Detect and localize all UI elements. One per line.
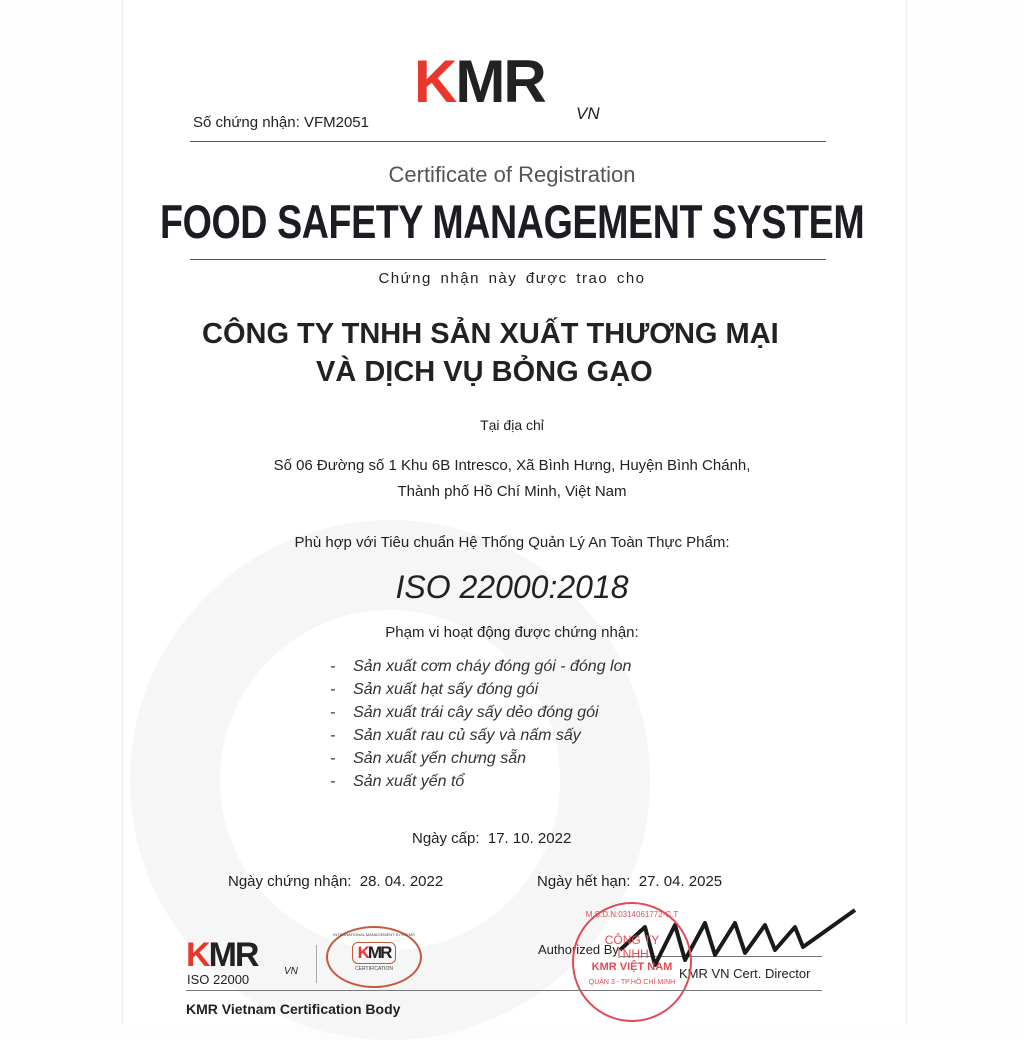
expiry-date: Ngày hết hạn: 27. 04. 2025	[537, 873, 723, 890]
logo-suffix: VN	[576, 104, 600, 123]
address-line2: Thành phố Hồ Chí Minh, Việt Nam	[397, 483, 627, 500]
badge-bottom-text: CERTIFICATION	[355, 966, 393, 972]
stamp-bottom-text: QUẬN 3 - TP.HỒ CHÍ MINH	[588, 979, 676, 986]
company-stamp	[572, 902, 692, 1022]
divider	[190, 141, 826, 142]
company-name-line1: CÔNG TY TNHH SẢN XUẤT THƯƠNG MẠI	[202, 318, 779, 350]
list-item: - Sản xuất cơm cháy đóng gói - đóng lon	[330, 658, 632, 675]
standard-label: Phù hợp với Tiêu chuẩn Hệ Thống Quản Lý An Toàn Thực Phẩm:	[294, 534, 730, 551]
company-name-line2: VÀ DỊCH VỤ BỎNG GẠO	[316, 356, 653, 388]
stamp-text: CÔNG TY	[604, 933, 660, 947]
kmr-footer-logo: KMR	[186, 936, 258, 974]
title-text: FOOD SAFETY MANAGEMENT SYSTEM	[159, 195, 865, 248]
footer-iso: ISO 22000	[187, 972, 250, 987]
footer-divider	[186, 990, 822, 991]
scope-text: Sản xuất trái cây sấy dẻo đóng gói	[353, 704, 599, 721]
stamp-text: TNHH	[615, 947, 649, 961]
address-line1: Số 06 Đường số 1 Khu 6B Intresco, Xã Bình Hưng, Huyện Bình Chánh,	[273, 457, 751, 474]
certification-badge	[326, 926, 422, 988]
director-title: KMR VN Cert. Director	[679, 966, 811, 981]
list-item: - Sản xuất hạt sấy đóng gói	[330, 681, 539, 698]
certificate-subtitle: Certificate of Registration	[388, 162, 636, 187]
list-item: - Sản xuất yến tổ	[330, 773, 465, 790]
issue-date: Ngày cấp: 17. 10. 2022	[412, 830, 572, 847]
scope-text: Sản xuất cơm cháy đóng gói - đóng lon	[353, 658, 632, 675]
awarded-to: Chứng nhận này được trao cho	[378, 270, 646, 287]
list-item: - Sản xuất trái cây sấy dẻo đóng gói	[330, 704, 599, 721]
badge-top-text: INTERNATIONAL MANAGEMENT SYSTEMS	[333, 932, 415, 937]
stamp-top-text: M.S.D.N:0314061772-C.T	[585, 910, 679, 919]
scope-text: Sản xuất hạt sấy đóng gói	[353, 681, 539, 698]
authorized-by: Authorized By	[538, 942, 619, 957]
stamp-text: KMR VIỆT NAM	[591, 961, 673, 973]
certificate-title	[0, 194, 1024, 249]
list-item: - Sản xuất yến chưng sẵn	[330, 750, 527, 767]
scope-text: Sản xuất rau củ sấy và nấm sấy	[353, 727, 581, 744]
certification-body: KMR Vietnam Certification Body	[186, 1001, 401, 1017]
list-item: - Sản xuất rau củ sấy và nấm sấy	[330, 727, 581, 744]
certified-date: Ngày chứng nhận: 28. 04. 2022	[228, 873, 444, 890]
scope-label: Phạm vi hoạt động được chứng nhận:	[385, 624, 639, 641]
scope-text: Sản xuất yến tổ	[353, 773, 465, 790]
kmr-logo: KMR	[414, 48, 545, 115]
badge-logo: KMR	[352, 942, 397, 964]
certificate-number: Số chứng nhận: VFM2051	[193, 114, 369, 131]
divider	[190, 259, 826, 260]
scope-text: Sản xuất yến chưng sẵn	[353, 750, 527, 767]
footer-logo-suffix: VN	[284, 966, 298, 977]
address-label: Tại địa chỉ	[480, 417, 544, 433]
footer-separator	[316, 945, 317, 983]
standard: ISO 22000:2018	[395, 569, 629, 605]
